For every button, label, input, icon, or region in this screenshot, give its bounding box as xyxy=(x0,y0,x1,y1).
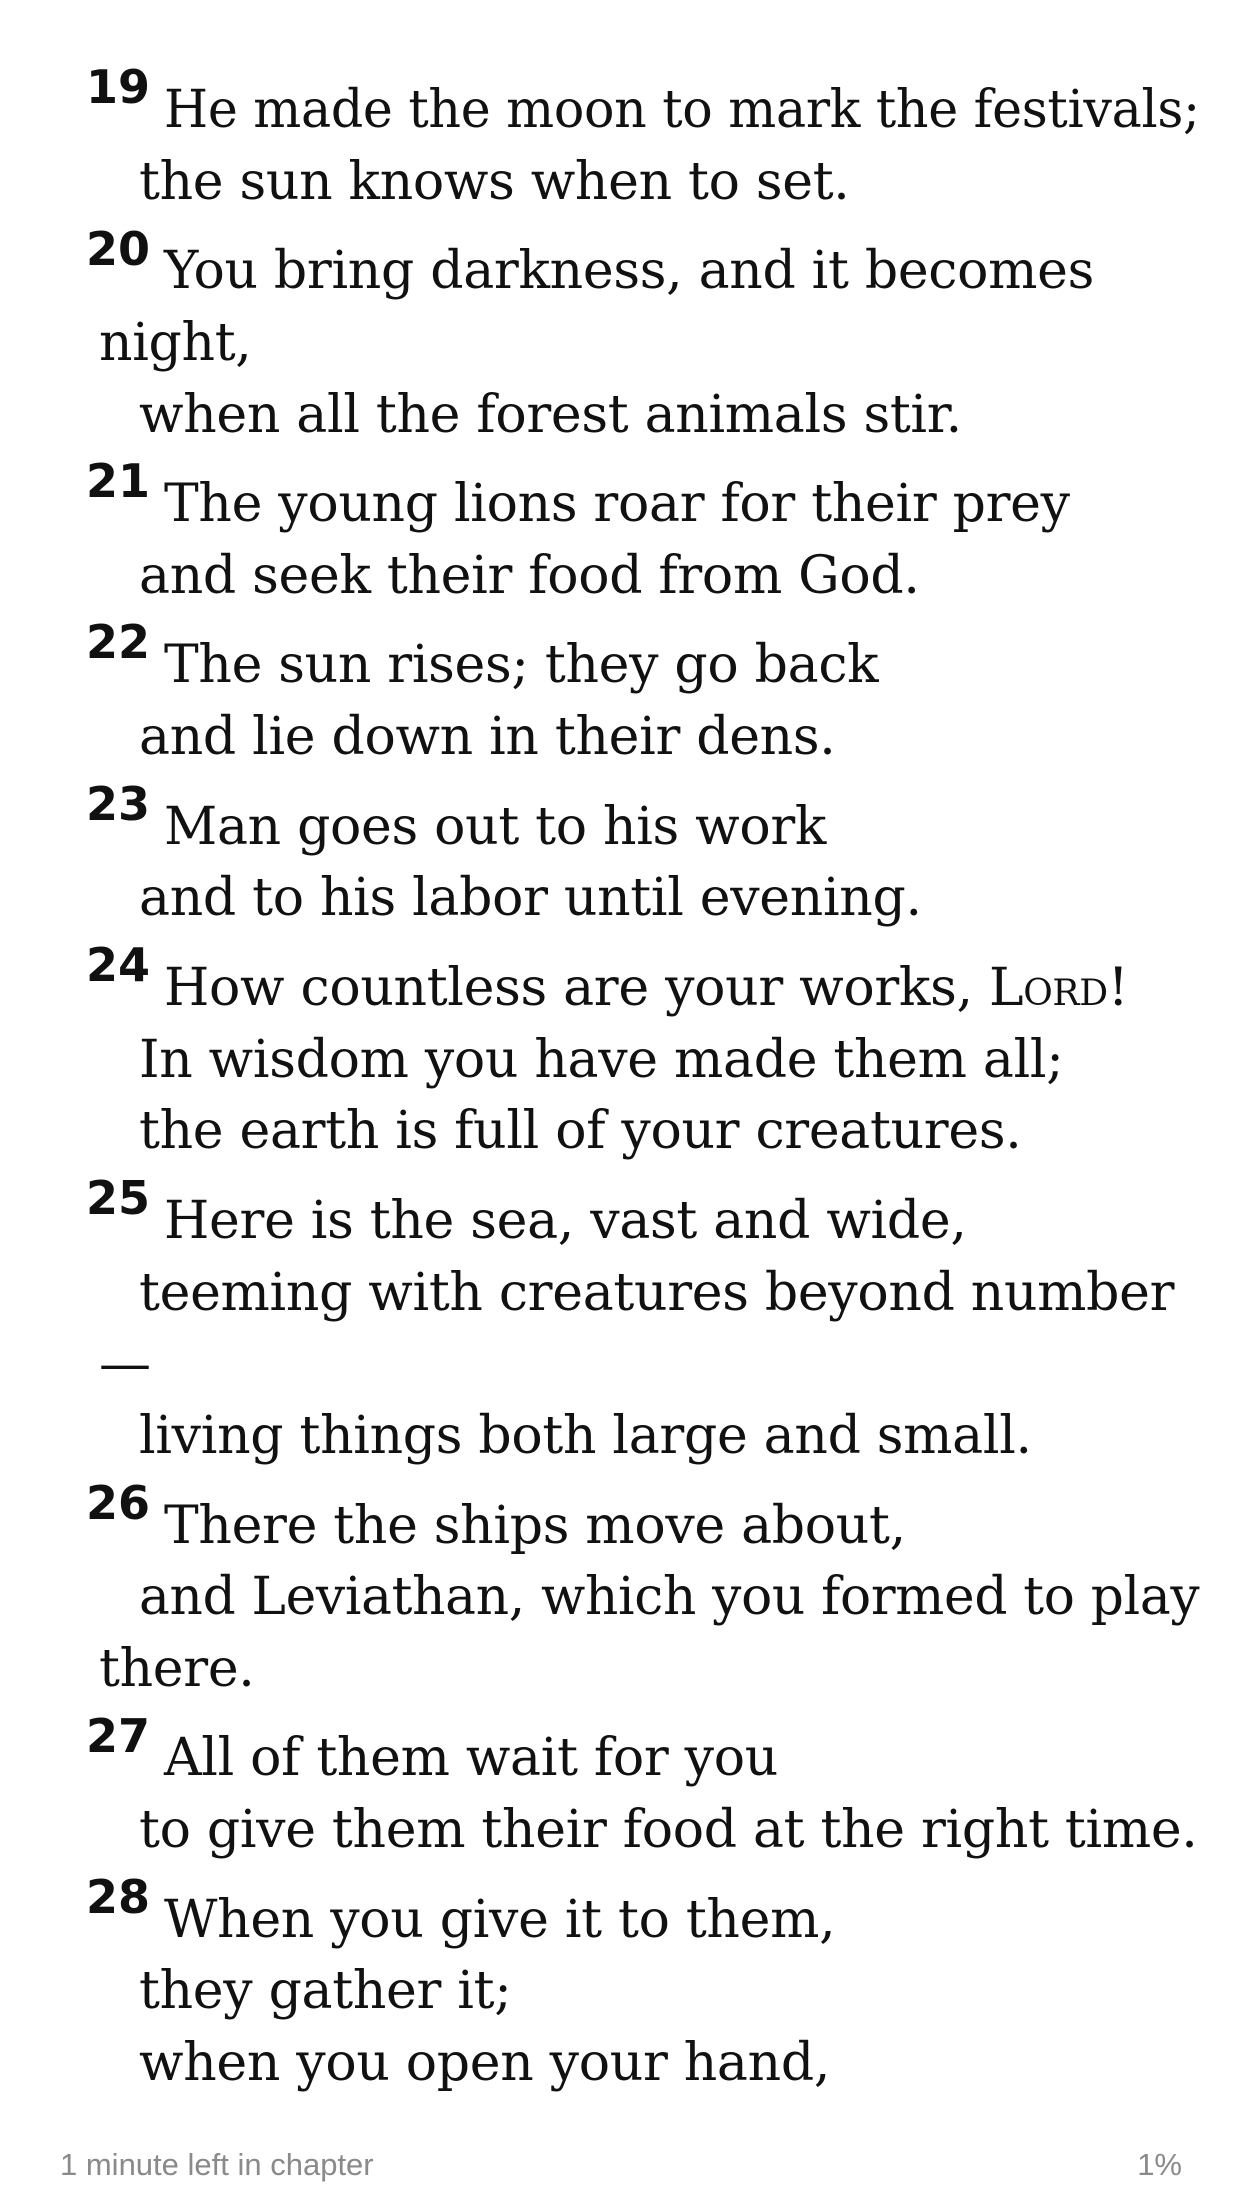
verse-28-line-3: when you open your hand, xyxy=(139,2033,831,2093)
verse-26-line-1: There the ships move about, xyxy=(164,1496,906,1556)
verse-number-21: 21 xyxy=(86,454,151,508)
verse-26-line-2: and Leviathan, which you formed to play xyxy=(139,1567,1200,1627)
verse-21-line-1: The young lions roar for their prey xyxy=(164,474,1070,534)
verse-19-line-2: the sun knows when to set. xyxy=(139,152,850,212)
verse-24-line-1-end: ! xyxy=(1107,958,1129,1018)
verse-24-line-1 xyxy=(164,958,1128,1018)
verse-28-line-2: they gather it; xyxy=(139,1961,512,2021)
verse-25-line-3: — xyxy=(99,1334,151,1394)
verse-20-line-3: when all the forest animals stir. xyxy=(139,385,962,445)
verse-number-23: 23 xyxy=(86,777,151,831)
verse-20-line-2: night, xyxy=(99,313,252,373)
verse-number-25: 25 xyxy=(86,1171,151,1225)
verse-20-line-1: You bring darkness, and it becomes xyxy=(164,241,1094,301)
verse-number-28: 28 xyxy=(86,1870,151,1924)
verse-22-line-1: The sun rises; they go back xyxy=(164,635,879,695)
verse-24-line-1-text: How countless are your works, xyxy=(164,958,989,1018)
verse-21-line-2: and seek their food from God. xyxy=(139,546,920,606)
verse-24-line-3: the earth is full of your creatures. xyxy=(139,1101,1022,1161)
verse-23-line-1: Man goes out to his work xyxy=(164,797,827,857)
verse-25-line-1: Here is the sea, vast and wide, xyxy=(164,1191,967,1251)
verse-27-line-2: to give them their food at the right time. xyxy=(139,1800,1198,1860)
verse-number-22: 22 xyxy=(86,615,151,669)
verse-22-line-2: and lie down in their dens. xyxy=(139,707,836,767)
verse-number-24: 24 xyxy=(86,938,151,992)
verse-number-19: 19 xyxy=(86,60,151,114)
verse-26-line-3: there. xyxy=(99,1639,255,1699)
divine-name-lord: Lord xyxy=(988,958,1108,1018)
verse-28-line-1: When you give it to them, xyxy=(164,1890,836,1950)
verse-24-line-2: In wisdom you have made them all; xyxy=(139,1030,1064,1090)
verse-number-27: 27 xyxy=(86,1709,151,1763)
reading-progress: 1% xyxy=(1137,2147,1182,2182)
verse-19-line-1: He made the moon to mark the festivals; xyxy=(164,80,1200,140)
verse-27-line-1: All of them wait for you xyxy=(164,1728,778,1788)
verse-number-26: 26 xyxy=(86,1476,151,1530)
verse-number-20: 20 xyxy=(86,222,151,276)
verse-23-line-2: and to his labor until evening. xyxy=(139,868,922,928)
verse-25-line-4: living things both large and small. xyxy=(139,1406,1032,1466)
chapter-time-remaining: 1 minute left in chapter xyxy=(60,2147,374,2182)
verse-25-line-2: teeming with creatures beyond number xyxy=(139,1263,1175,1323)
